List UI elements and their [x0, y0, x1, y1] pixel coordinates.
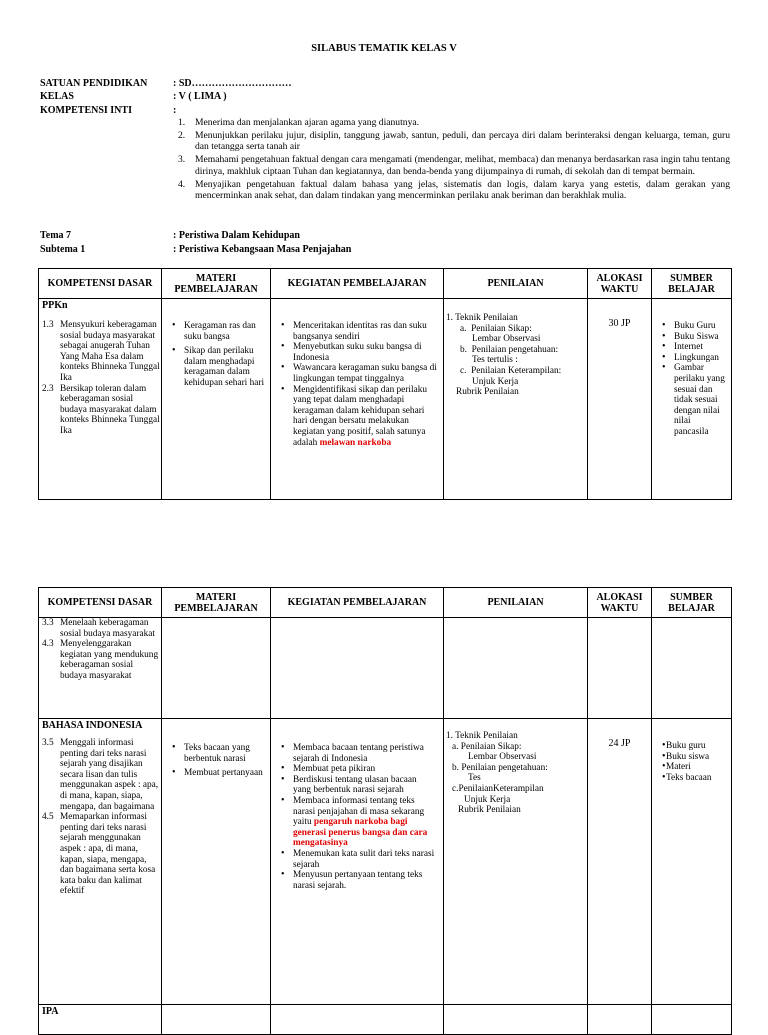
page-title: SILABUS TEMATIK KELAS V: [311, 43, 457, 54]
empty-cell: [271, 618, 444, 719]
meta-value: : SD…………………………: [173, 78, 292, 89]
item-letter: a.: [452, 741, 459, 752]
item-text: Penilaian pengetahuan:: [461, 762, 548, 773]
list-item: • Lingkungan: [652, 353, 727, 364]
subject-label: IPA: [42, 1006, 59, 1017]
syllabus-table-2: [38, 587, 732, 1035]
header-kegiatan: KEGIATAN PEMBELAJARAN: [271, 588, 444, 618]
item-detail: Unjuk Kerja: [464, 794, 511, 805]
list-item: • Menceritakan identitas ras dan suku bangsanya sendiri: [271, 321, 437, 342]
item-text: Penilaian Sikap:: [471, 323, 532, 334]
list-item: • Wawancara keragaman suku bangsa di lingkungan tempat tinggalnya: [271, 363, 437, 384]
table-row: [39, 719, 732, 1005]
list-item: • Buku Siswa: [652, 332, 727, 343]
cell-alokasi: [588, 719, 652, 1005]
item-text: Menerima dan menjalankan ajaran agama yang dianutnya.: [195, 117, 420, 128]
header-sumber: SUMBER BELAJAR: [652, 588, 732, 618]
list-item: • Membaca bacaan tentang peristiwa sejarah di Indonesia: [271, 743, 437, 764]
item-text: Menyajikan pengetahuan faktual dalam bahasa yang jelas, sistematis dan logis, dalam karya yang estetis, dalam gerakan yang mencerminkan anak sehat, dan dalam tindakan yang mencerminkan perilaku anak beriman dan berakhlak mulia.: [195, 178, 730, 201]
item-text: Bersikap toleran dalam keberagaman sosial budaya masyarakat dalam konteks Bhinneka Tunggal Ika: [60, 383, 160, 436]
item-detail: Unjuk Kerja: [472, 376, 519, 387]
list-item: • Berdiskusi tentang ulasan bacaan yang berbentuk narasi sejarah: [271, 775, 437, 796]
highlight-text: melawan narkoba: [319, 437, 392, 448]
list-item: • Sikap dan perilaku dalam menghadapi keragaman dalam kehidupan sehari hari: [162, 346, 270, 388]
cell-alokasi: [588, 299, 652, 500]
penilaian-tail: Rubrik Penilaian: [458, 805, 521, 816]
meta-value: : Peristiwa Dalam Kehidupan: [173, 230, 300, 241]
cell-penilaian: [444, 719, 588, 1005]
item-number: 4.3: [42, 639, 54, 650]
list-item: • Internet: [652, 342, 727, 353]
item-letter: b.: [460, 344, 467, 355]
list-item: • Menemukan kata sulit dari teks narasi sejarah: [271, 849, 437, 870]
item-number: 3.5: [42, 738, 54, 748]
meta-tema: [40, 230, 440, 242]
list-item: • Buku Guru: [652, 321, 727, 332]
penilaian-items: [446, 324, 587, 388]
alokasi-value: 24 JP: [608, 738, 631, 749]
item-text: Penilaian Keterampilan:: [471, 365, 562, 376]
cell-kompetensi-dasar: [39, 618, 162, 719]
empty-cell: [162, 618, 271, 719]
list-item: [460, 324, 587, 335]
item-text: Mensyukuri keberagaman sosial budaya masyarakat sebagai anugerah Tuhan Yang Maha Esa dalam konteks Bhinneka Tunggal Ika: [60, 320, 160, 383]
cell-materi: [162, 299, 271, 500]
item-text: Menyelenggarakan kegiatan yang mendukung keberagaman sosial budaya masyarakat: [60, 639, 159, 681]
list-item: [39, 384, 161, 437]
item-number: 3.3: [42, 618, 54, 628]
meta-value: : V ( LIMA ): [173, 91, 227, 102]
item-number: 1.3: [42, 320, 54, 330]
item-detail: Lembar Observasi: [472, 334, 541, 345]
penilaian-head: 1. Teknik Penilaian: [446, 313, 518, 323]
table-row: [39, 1005, 732, 1035]
subject-label: BAHASA INDONESIA: [42, 720, 143, 731]
list-item: • Teks bacaan: [652, 773, 727, 784]
cell-kegiatan: [271, 299, 444, 500]
cell-kompetensi-dasar: [39, 719, 162, 1005]
header-materi: MATERI PEMBELAJARAN: [162, 269, 271, 299]
cell-materi: [162, 719, 271, 1005]
list-item: • Buku guru: [652, 741, 727, 752]
header-alokasi: ALOKASI WAKTU: [588, 269, 652, 299]
kd-list: [39, 738, 161, 897]
sumber-list: [652, 741, 731, 783]
header-alokasi: ALOKASI WAKTU: [588, 588, 652, 618]
empty-cell: [588, 618, 652, 719]
list-item: [39, 618, 161, 639]
item-number: 4.: [178, 178, 186, 190]
meta-key: Tema 7: [40, 230, 72, 241]
item-text: Menelaah keberagaman sosial budaya masyarakat: [60, 618, 156, 639]
list-item: [460, 345, 587, 356]
empty-cell: [652, 1005, 732, 1035]
list-item: [452, 742, 587, 753]
kd-list: [39, 320, 161, 437]
meta-key: SATUAN PENDIDIKAN: [40, 78, 148, 89]
cell-sumber: [652, 719, 732, 1005]
materi-list: [162, 321, 270, 389]
item-text: Memahami pengetahuan faktual dengan cara mengamati (mendengar, melihat, membaca) dan menanya berdasarkan rasa ingin tahu tentang dirinya, makhluk ciptaan Tuhan dan kegiatannya, dan benda-benda yang dijumpainya di rumah, di sekolah dan di tempat bermain.: [195, 154, 730, 177]
item-text: Penilaian Sikap:: [460, 741, 522, 752]
item-text: Memaparkan informasi penting dari teks narasi sejarah menggunakan aspek : apa, di mana, kapan, siapa, mengapa, dan bagaimana serta kosa kata baku dan kalimat efektif: [60, 812, 156, 897]
sumber-list: [652, 321, 731, 438]
header-kegiatan: KEGIATAN PEMBELAJARAN: [271, 269, 444, 299]
item-text: PenilaianKeterampilan: [458, 783, 544, 794]
item-text: Menunjukkan perilaku jujur, disiplin, tanggung jawab, santun, peduli, dan percaya diri dalam berinteraksi dengan keluarga, teman, guru dan tetangga serta tanah air: [195, 129, 730, 153]
item-number: 3.: [178, 154, 186, 166]
list-item: • Materi: [652, 762, 727, 773]
meta-value: :: [173, 105, 177, 116]
meta-key: Subtema 1: [40, 244, 86, 255]
meta-key: KOMPETENSI INTI: [40, 105, 132, 116]
empty-cell: [444, 1005, 588, 1035]
header-kompetensi-dasar: KOMPETENSI DASAR: [39, 588, 162, 618]
item-text: Penilaian pengetahuan:: [471, 344, 559, 355]
list-item: [452, 784, 587, 795]
highlight-text: pengaruh narkoba bagi generasi penerus bangsa dan cara mengatasinya: [293, 817, 428, 849]
item-number: 2.3: [42, 383, 54, 394]
empty-cell: [162, 1005, 271, 1035]
list-item: [39, 738, 161, 812]
cell-kompetensi-dasar: [39, 299, 162, 500]
kegiatan-list: [271, 743, 437, 891]
kompetensi-inti-list: [178, 117, 730, 203]
meta-satuan: [40, 78, 340, 90]
header-penilaian: PENILAIAN: [444, 588, 588, 618]
list-item: [452, 763, 587, 774]
meta-subtema: [40, 244, 440, 256]
table-header-row: [39, 269, 732, 299]
materi-list: [162, 743, 270, 779]
syllabus-table-1: [38, 268, 732, 500]
header-sumber: SUMBER BELAJAR: [652, 269, 732, 299]
empty-cell: [588, 1005, 652, 1035]
penilaian-tail: Rubrik Penilaian: [456, 387, 519, 398]
item-number: 1.: [178, 117, 186, 128]
empty-cell: [652, 618, 732, 719]
list-item: [460, 366, 587, 377]
cell-kompetensi-dasar: [39, 1005, 162, 1035]
meta-kompetensi-inti: [40, 105, 340, 117]
header-materi: MATERI PEMBELAJARAN: [162, 588, 271, 618]
list-item: • Keragaman ras dan suku bangsa: [162, 321, 270, 342]
kd-list: [39, 618, 161, 682]
header-kompetensi-dasar: KOMPETENSI DASAR: [39, 269, 162, 299]
item-detail: Tes: [468, 773, 481, 784]
list-item: • Teks bacaan yang berbentuk narasi: [162, 743, 270, 764]
item-text: Mengidentifikasi sikap dan perilaku yang tepat dalam menghadapi keragaman dalam kehidupan sehari hari dengan bersatu melakukan kegiatan yang positif, salah satunya adalah: [293, 384, 427, 448]
list-item: [39, 639, 161, 681]
alokasi-value: 30 JP: [608, 318, 631, 329]
list-item: • Membuat peta pikiran: [271, 764, 437, 775]
item-text: Menggali informasi penting dari teks narasi sejarah yang disajikan secara lisan dan tulis menggunakan aspek : apa, di mana, kapan, siapa, mengapa, dan bagaimana: [60, 738, 159, 812]
empty-cell: [444, 618, 588, 719]
list-item: [178, 179, 730, 202]
list-item: [271, 796, 437, 849]
item-number: 4.5: [42, 812, 54, 823]
list-item: [178, 117, 730, 128]
item-letter: c.: [460, 365, 467, 376]
subject-label: PPKn: [42, 300, 68, 311]
list-item: • Buku siswa: [652, 752, 727, 763]
meta-value: : Peristiwa Kebangsaan Masa Penjajahan: [173, 244, 352, 255]
item-number: 2.: [178, 129, 186, 141]
list-item: • Membuat pertanyaan: [162, 768, 270, 779]
cell-sumber: [652, 299, 732, 500]
list-item: [39, 812, 161, 897]
table-header-row: [39, 588, 732, 618]
list-item: [271, 385, 437, 449]
kegiatan-list: [271, 321, 437, 448]
penilaian-head: 1. Teknik Penilaian: [446, 731, 518, 741]
penilaian-items: [446, 742, 587, 806]
list-item: [39, 320, 161, 384]
item-detail: Tes tertulis :: [472, 355, 518, 366]
table-row: [39, 299, 732, 500]
table-row: [39, 618, 732, 719]
item-detail: Lembar Observasi: [468, 752, 537, 763]
empty-cell: [271, 1005, 444, 1035]
list-item: [178, 130, 730, 153]
item-letter: a.: [460, 323, 467, 334]
meta-kelas: [40, 91, 340, 103]
list-item: • Menyebutkan suku suku bangsa di Indonesia: [271, 342, 437, 363]
list-item: [178, 154, 730, 177]
cell-kegiatan: [271, 719, 444, 1005]
cell-penilaian: [444, 299, 588, 500]
item-text: Membaca informasi tentang teks narasi penjajahan di masa sekarang yaitu: [293, 795, 425, 828]
list-item: • Menyusun pertanyaan tentang teks narasi sejarah.: [271, 870, 437, 891]
header-penilaian: PENILAIAN: [444, 269, 588, 299]
meta-key: KELAS: [40, 91, 74, 102]
item-letter: c.: [452, 783, 459, 794]
list-item: • Gambar perilaku yang sesuai dan tidak sesuai dengan nilai nilai pancasila: [652, 363, 727, 437]
item-letter: b.: [452, 762, 459, 773]
